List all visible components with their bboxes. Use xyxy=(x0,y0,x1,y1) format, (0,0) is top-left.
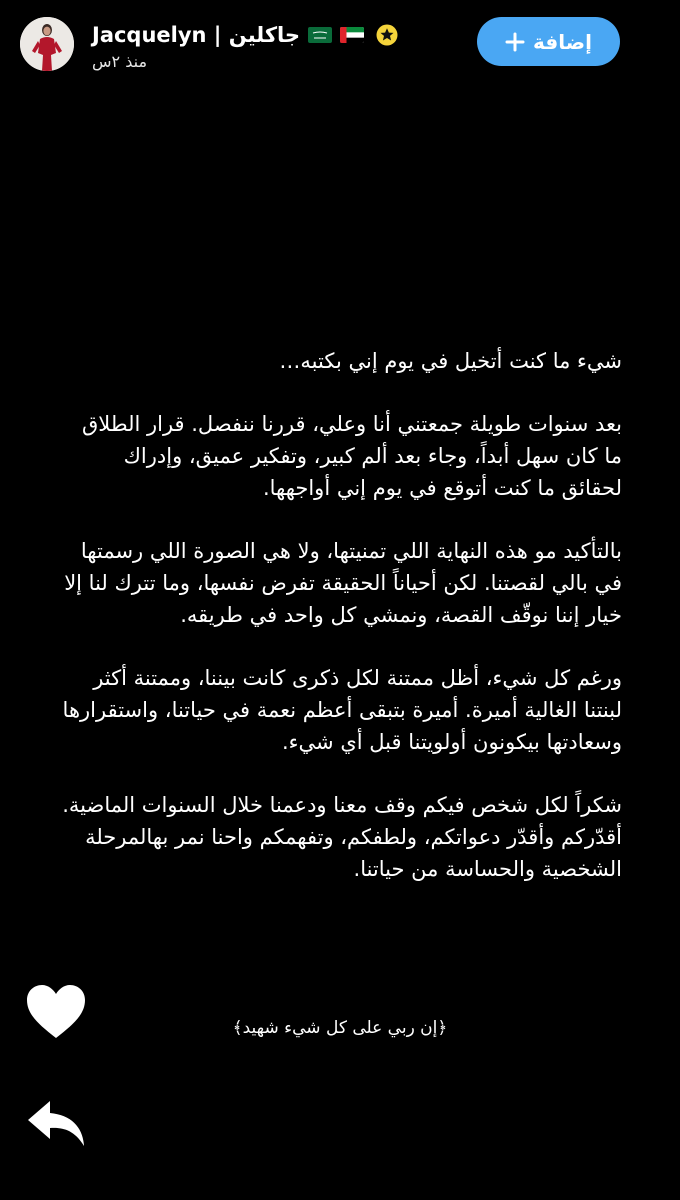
avatar[interactable] xyxy=(20,17,74,71)
post-paragraph: بعد سنوات طويلة جمعتني أنا وعلي، قررنا ننفصل. قرار الطلاق ما كان سهل أبداً، وجاء بعد ألم كبير، وتفكير عميق، وإدراك لحقائق ما كنت أتوقع في يوم إني أواجهها. xyxy=(82,412,622,500)
post-footer-quote: ﴿إن ربي على كل شيء شهيد﴾ xyxy=(232,1018,448,1038)
post-header xyxy=(0,0,680,90)
post-text xyxy=(60,345,622,916)
uae-flag-icon xyxy=(340,27,364,43)
post-paragraph: شيء ما كنت أتخيل في يوم إني بكتبه… xyxy=(279,349,622,373)
heart-icon[interactable] xyxy=(24,982,88,1042)
reply-arrow-icon[interactable] xyxy=(26,1098,88,1150)
saudi-flag-icon xyxy=(308,27,332,43)
post-paragraph: ورغم كل شيء، أظل ممتنة لكل ذكرى كانت بيننا، وممتنة أكثر لبنتنا الغالية أميرة. أميرة بتبقى أعظم نعمة في حياتنا، واستقرارها وسعادتها بيكونون أولويتنا قبل أي شيء. xyxy=(62,666,622,754)
add-friend-button[interactable] xyxy=(477,17,620,66)
post-paragraph: شكراً لكل شخص فيكم وقف معنا ودعمنا خلال السنوات الماضية. أقدّركم وأقدّر دعواتكم، ولطفكم، وتفهمكم واحنا نمر بهالمرحلة الشخصية والحساسة من حياتنا. xyxy=(62,793,622,881)
post-timestamp: منذ ٢س xyxy=(92,52,148,71)
add-button-label: إضافة xyxy=(533,29,592,54)
username-row xyxy=(92,20,412,50)
user-info xyxy=(92,20,412,71)
username[interactable]: Jacquelyn | جاكلين xyxy=(92,23,301,47)
star-badge-icon xyxy=(376,24,398,46)
plus-icon xyxy=(505,32,525,52)
post-paragraph: بالتأكيد مو هذه النهاية اللي تمنيتها، ولا هي الصورة اللي رسمتها في بالي لقصتنا. لكن أحياناً الحقيقة تفرض نفسها، وما تترك لنا إلا خيار إننا نوقّف القصة، ونمشي كل واحد في طريقه. xyxy=(64,539,622,627)
